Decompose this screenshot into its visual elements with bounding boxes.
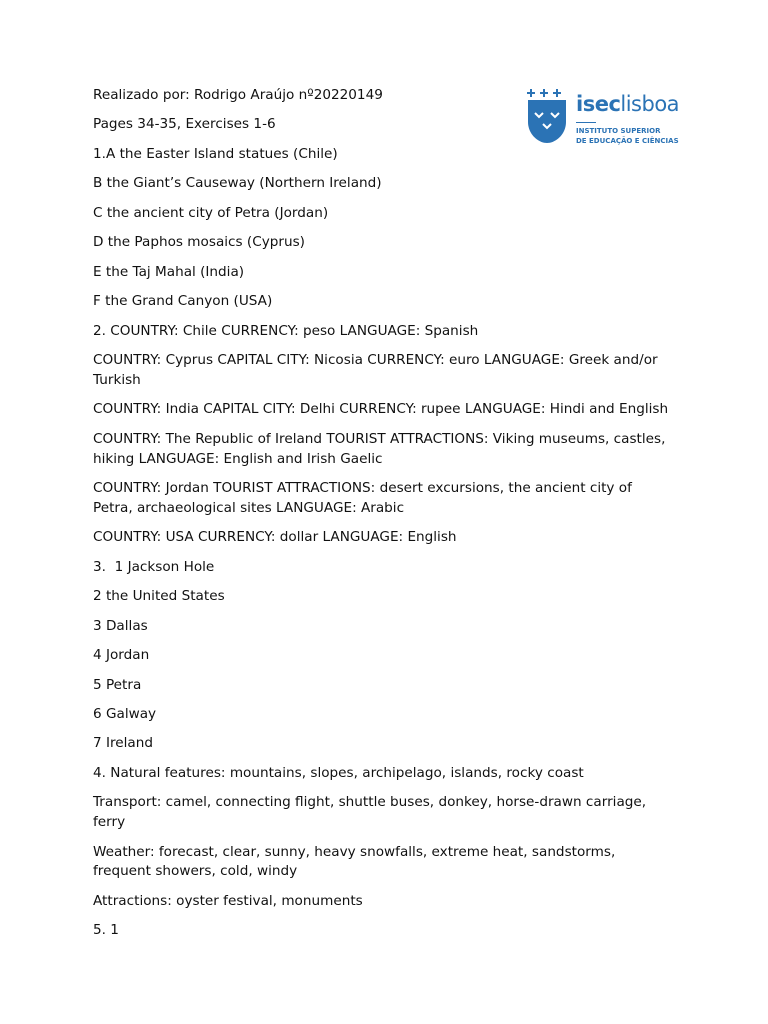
pages-line: Pages 34-35, Exercises 1-6 xyxy=(93,116,276,133)
answer-line: 5. 1 xyxy=(93,922,119,939)
answer-line: COUNTRY: Jordan TOURIST ATTRACTIONS: desert excursions, the ancient city of Petra, archaeological sites LANGUAGE: Arabic xyxy=(93,480,632,516)
answer-line: 3 Dallas xyxy=(93,617,148,634)
logo-wordmark: iseclisboa xyxy=(576,92,680,116)
answer-line: 2 the United States xyxy=(93,588,225,605)
answer-line: 4 Jordan xyxy=(93,647,150,664)
answer-line: COUNTRY: Cyprus CAPITAL CITY: Nicosia CURRENCY: euro LANGUAGE: Greek and/or Turkish xyxy=(93,352,658,388)
answer-line: COUNTRY: USA CURRENCY: dollar LANGUAGE: English xyxy=(93,529,457,546)
answer-line: COUNTRY: The Republic of Ireland TOURIST ATTRACTIONS: Viking museums, castles, hiking LANGUAGE: English and Irish Gaelic xyxy=(93,430,666,467)
logo-subtitle-line1: INSTITUTO SUPERIOR xyxy=(576,127,661,135)
document-body xyxy=(93,86,673,951)
answer-line: Transport: camel, connecting flight, shuttle buses, donkey, horse-drawn carriage, ferry xyxy=(93,794,647,831)
answer-line: 5 Petra xyxy=(93,676,142,693)
logo-subtitle-line2: DE EDUCAÇÃO E CIÊNCIAS xyxy=(576,137,679,145)
answer-line: 6 Galway xyxy=(93,705,157,722)
answer-line: 1.A the Easter Island statues (Chile) xyxy=(93,145,338,162)
answer-line: 3. 1 Jackson Hole xyxy=(93,558,215,575)
answer-line: Attractions: oyster festival, monuments xyxy=(93,892,363,909)
answer-line: COUNTRY: India CAPITAL CITY: Delhi CURRENCY: rupee LANGUAGE: Hindi and English xyxy=(93,401,669,418)
answer-line: E the Taj Mahal (India) xyxy=(93,263,245,280)
answer-line: Weather: forecast, clear, sunny, heavy snowfalls, extreme heat, sandstorms, frequent showers, cold, windy xyxy=(93,843,616,880)
answer-line: C the ancient city of Petra (Jordan) xyxy=(93,204,329,221)
author-line: Realizado por: Rodrigo Araújo nº20220149 xyxy=(93,87,383,103)
answer-line: F the Grand Canyon (USA) xyxy=(93,293,273,310)
answer-line: 4. Natural features: mountains, slopes, archipelago, islands, rocky coast xyxy=(93,764,584,781)
answer-line: 7 Ireland xyxy=(93,735,153,752)
answer-line: 2. COUNTRY: Chile CURRENCY: peso LANGUAGE: Spanish xyxy=(93,322,479,339)
answer-line: D the Paphos mosaics (Cyprus) xyxy=(93,234,305,251)
answer-line: B the Giant’s Causeway (Northern Ireland) xyxy=(93,175,382,192)
